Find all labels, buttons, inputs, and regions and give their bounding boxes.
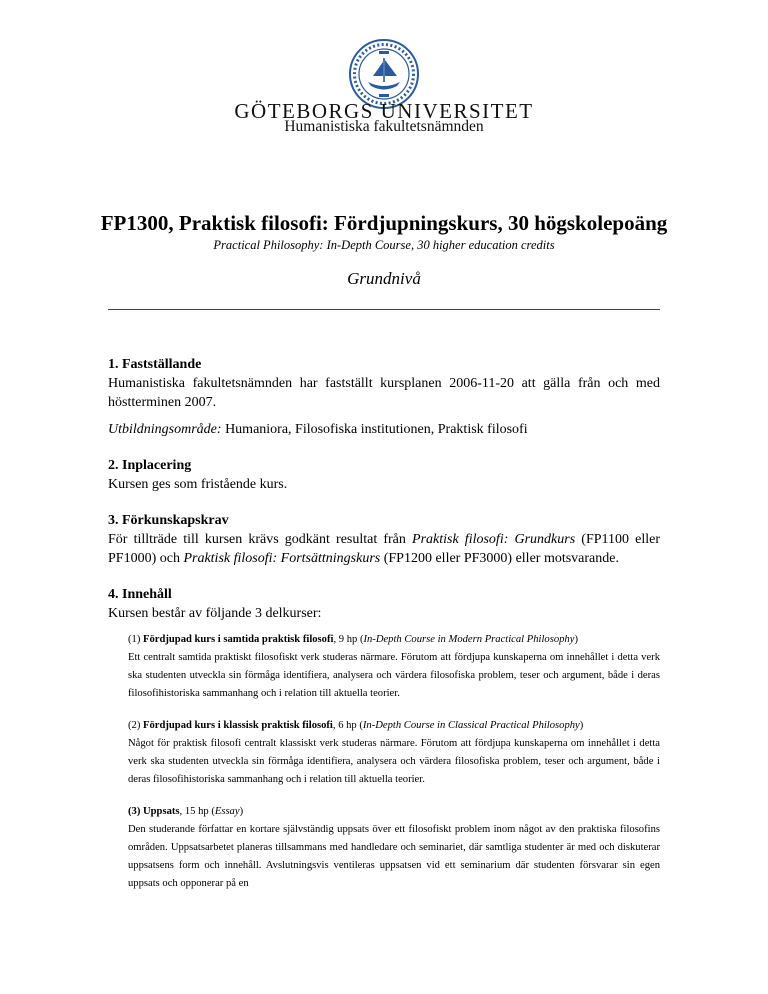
- section-text: Kursen består av följande 3 delkurser:: [108, 606, 322, 621]
- prereq-text: (FP1200 eller PF3000) eller motsvarande.: [380, 551, 619, 566]
- sub-course-paren: ): [579, 720, 584, 731]
- sub-course-name: Fördjupad kurs i klassisk praktisk filosofi: [143, 720, 333, 731]
- header-divider: [108, 309, 660, 310]
- sub-course-name: Fördjupad kurs i samtida praktisk filosofi: [143, 634, 334, 645]
- sub-course-name: Uppsats: [143, 806, 180, 817]
- faculty-name: Humanistiska fakultetsnämnden: [284, 118, 484, 135]
- sub-course-credits: , 9 hp (: [333, 634, 364, 645]
- course-title: FP1300, Praktisk filosofi: Fördjupningskurs, 30 högskolepoäng: [100, 211, 668, 235]
- sub-course-description: Något för praktisk filosofi centralt klassiskt verk studeras närmare. Förutom att fördjupa kunskaperna om innehållet i detta verk ska studenten utveckla sin förmåga identifiera, analysera och värdera filosofiska problem, teser och argument, både i deras filosofihistoriska sammanhang och i relation till aktuella teorier.: [128, 738, 660, 785]
- university-name: GÖTEBORGS UNIVERSITET: [234, 99, 534, 123]
- course-subtitle: Practical Philosophy: In-Depth Course, 30 higher education credits: [213, 238, 555, 252]
- education-area-label: Utbildningsområde:: [108, 422, 222, 437]
- prereq-course-1: Praktisk filosofi: Grundkurs: [412, 532, 576, 547]
- sub-course-credits: , 6 hp (: [332, 720, 363, 731]
- prereq-text: (FP1100 eller PF1000) och: [108, 532, 661, 566]
- section-establishment: [108, 355, 660, 439]
- sub-course-description: Den studerande författar en kortare självständig uppsats över ett filosofiskt problem inom något av den praktiska filosofins områden. Uppsatsarbetet planeras tillsammans med handledare och seminariet, där samtliga studenter är med och diskuterar uppsatsens form och innehåll. Avslutningsvis ventileras uppsatsen vid ett seminarium där studenten försvarar sin egen uppsats och opponerar på en: [128, 824, 660, 889]
- sub-course-number: (3): [128, 806, 144, 817]
- syllabus-body: [108, 355, 660, 910]
- sub-course-1: [128, 631, 660, 703]
- sub-course-3: [128, 803, 660, 893]
- section-heading: 1. Fastställande: [108, 357, 202, 372]
- education-area: [108, 420, 660, 439]
- sub-course-paren: ): [574, 634, 578, 645]
- sub-course-title: [128, 631, 660, 649]
- course-level: Grundnivå: [347, 269, 421, 288]
- sub-course-title: [128, 717, 660, 735]
- section-prerequisites: [108, 511, 660, 568]
- prereq-text: För tillträde till kursen krävs godkänt resultat från: [108, 532, 413, 547]
- sub-course-credits: , 15 hp (: [179, 806, 215, 817]
- section-placement: [108, 456, 660, 494]
- sub-course-english-name: In-Depth Course in Modern Practical Philosophy: [363, 634, 575, 645]
- sub-course-english-name: Essay: [214, 806, 240, 817]
- sub-course-description: Ett centralt samtida praktiskt filosofiskt verk studeras närmare. Förutom att fördjupa kunskaperna om innehållet i detta verk ska studenten utveckla sin förmåga identifiera, analysera och värdera filosofiska problem, teser och argument, både i deras filosofihistoriska sammanhang och i relation till aktuella teorier.: [128, 652, 660, 699]
- sub-course-number: (2): [128, 720, 144, 731]
- sub-course-2: [128, 717, 660, 789]
- prereq-course-2: Praktisk filosofi: Fortsättningskurs: [183, 551, 381, 566]
- education-area-value: Humaniora, Filosofiska institutionen, Praktisk filosofi: [221, 422, 528, 437]
- section-text: Humanistiska fakultetsnämnden har fastställt kursplanen 2006-11-20 att gälla från och med höstterminen 2007.: [108, 376, 660, 410]
- section-text: [108, 530, 660, 568]
- sub-course-paren: ): [239, 806, 244, 817]
- section-text: Kursen ges som fristående kurs.: [108, 477, 288, 492]
- section-heading: 3. Förkunskapskrav: [108, 513, 229, 528]
- sub-course-title: [128, 803, 660, 821]
- section-heading: 4. Innehåll: [108, 587, 172, 602]
- sub-course-english-name: In-Depth Course in Classical Practical Philosophy: [362, 720, 580, 731]
- section-heading: 2. Inplacering: [108, 458, 192, 473]
- sub-course-number: (1): [128, 634, 144, 645]
- section-content: [108, 585, 660, 893]
